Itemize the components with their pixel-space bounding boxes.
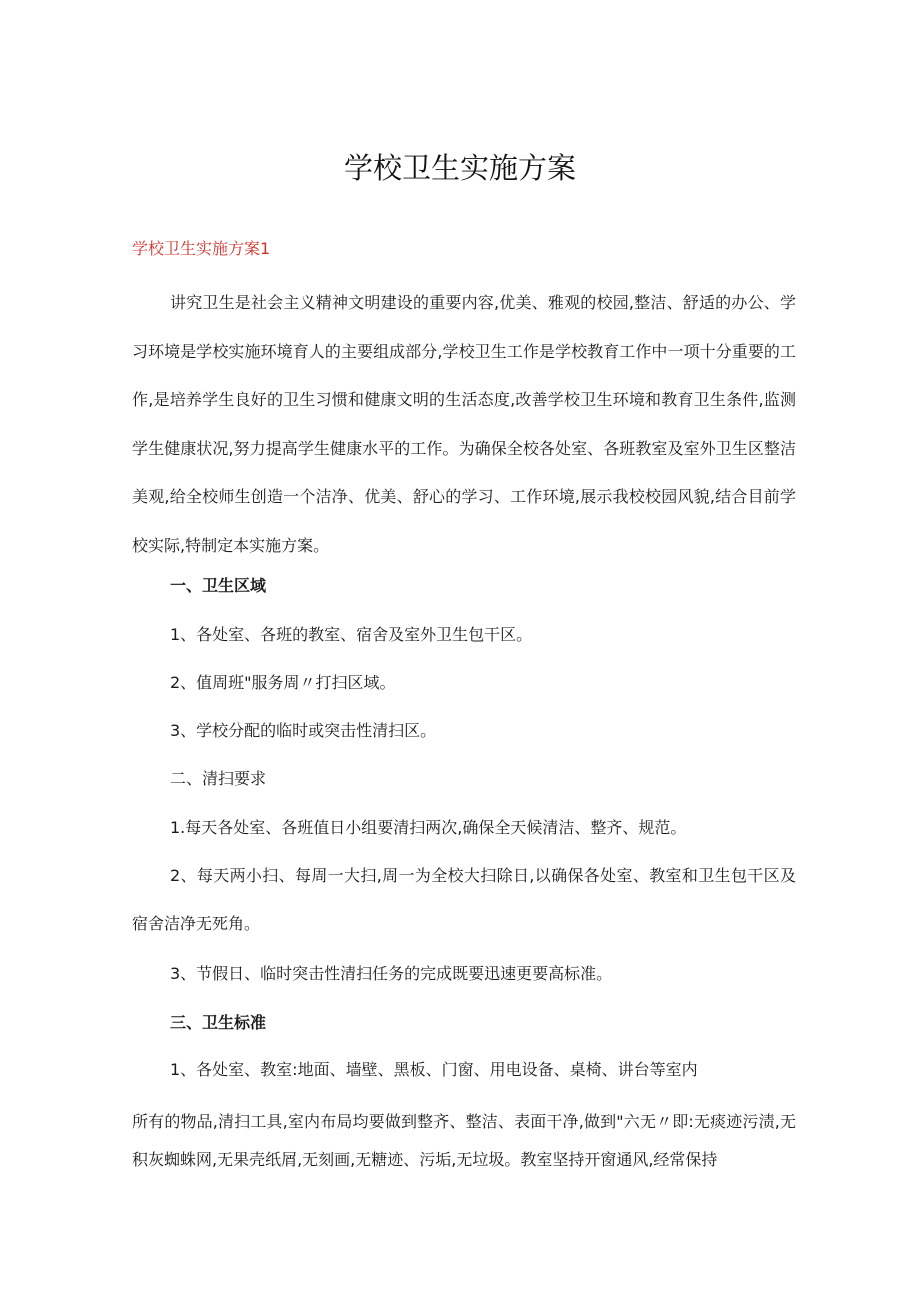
list-item: 2、每天两小扫、每周一大扫,周一为全校大扫除日,以确保各处室、教室和卫生包干区及宿舍洁净无死角。 — [132, 866, 796, 933]
list-item: 1、各处室、各班的教室、宿舍及室外卫生包干区。 — [170, 625, 533, 644]
list-item: 1、各处室、教室:地面、墙壁、黑板、门窗、用电设备、桌椅、讲台等室内 — [170, 1060, 698, 1079]
list-item: 3、学校分配的临时或突击性清扫区。 — [170, 721, 437, 740]
section-heading-hygiene-standards: 三、卫生标准 — [170, 1013, 267, 1032]
document-subtitle: 学校卫生实施方案1 — [132, 239, 271, 258]
list-item: 1.每天各处室、各班值日小组要清扫两次,确保全天候清洁、整齐、规范。 — [170, 818, 687, 837]
section-heading-hygiene-areas: 一、卫生区域 — [170, 576, 267, 595]
document-title: 学校卫生实施方案 — [343, 151, 576, 185]
list-item: 2、值周班"服务周〃打扫区域。 — [170, 673, 396, 692]
intro-paragraph: 讲究卫生是社会主义精神文明建设的重要内容,优美、雅观的校园,整洁、舒适的办公、学习环境是学校实施环境育人的主要组成部分,学校卫生工作是学校教育工作中一项十分重要的工作,是培养学生良好的卫生习惯和健康文明的生活态度,改善学校卫生环境和教育卫生条件,监测学生健康状况,努力提高学生健康水平的工作。为确保全校各处室、各班教室及室外卫生区整洁美观,给全校师生创造一个洁净、优美、舒心的学习、工作环境,展示我校校园风貌,结合目前学校实际,特制定本实施方案。 — [132, 293, 796, 555]
continuation-paragraph: 所有的物品,清扫工具,室内布局均要做到整齐、整洁、表面干净,做到"六无〃即:无痰迹污渍,无积灰蜘蛛网,无果壳纸屑,无刻画,无糖迹、污垢,无垃圾。教室坚持开窗通风,经常保持 — [132, 1112, 796, 1169]
list-item: 3、节假日、临时突击性清扫任务的完成既要迅速更要高标准。 — [170, 964, 613, 983]
section-heading-cleaning-requirements: 二、清扫要求 — [170, 769, 267, 788]
